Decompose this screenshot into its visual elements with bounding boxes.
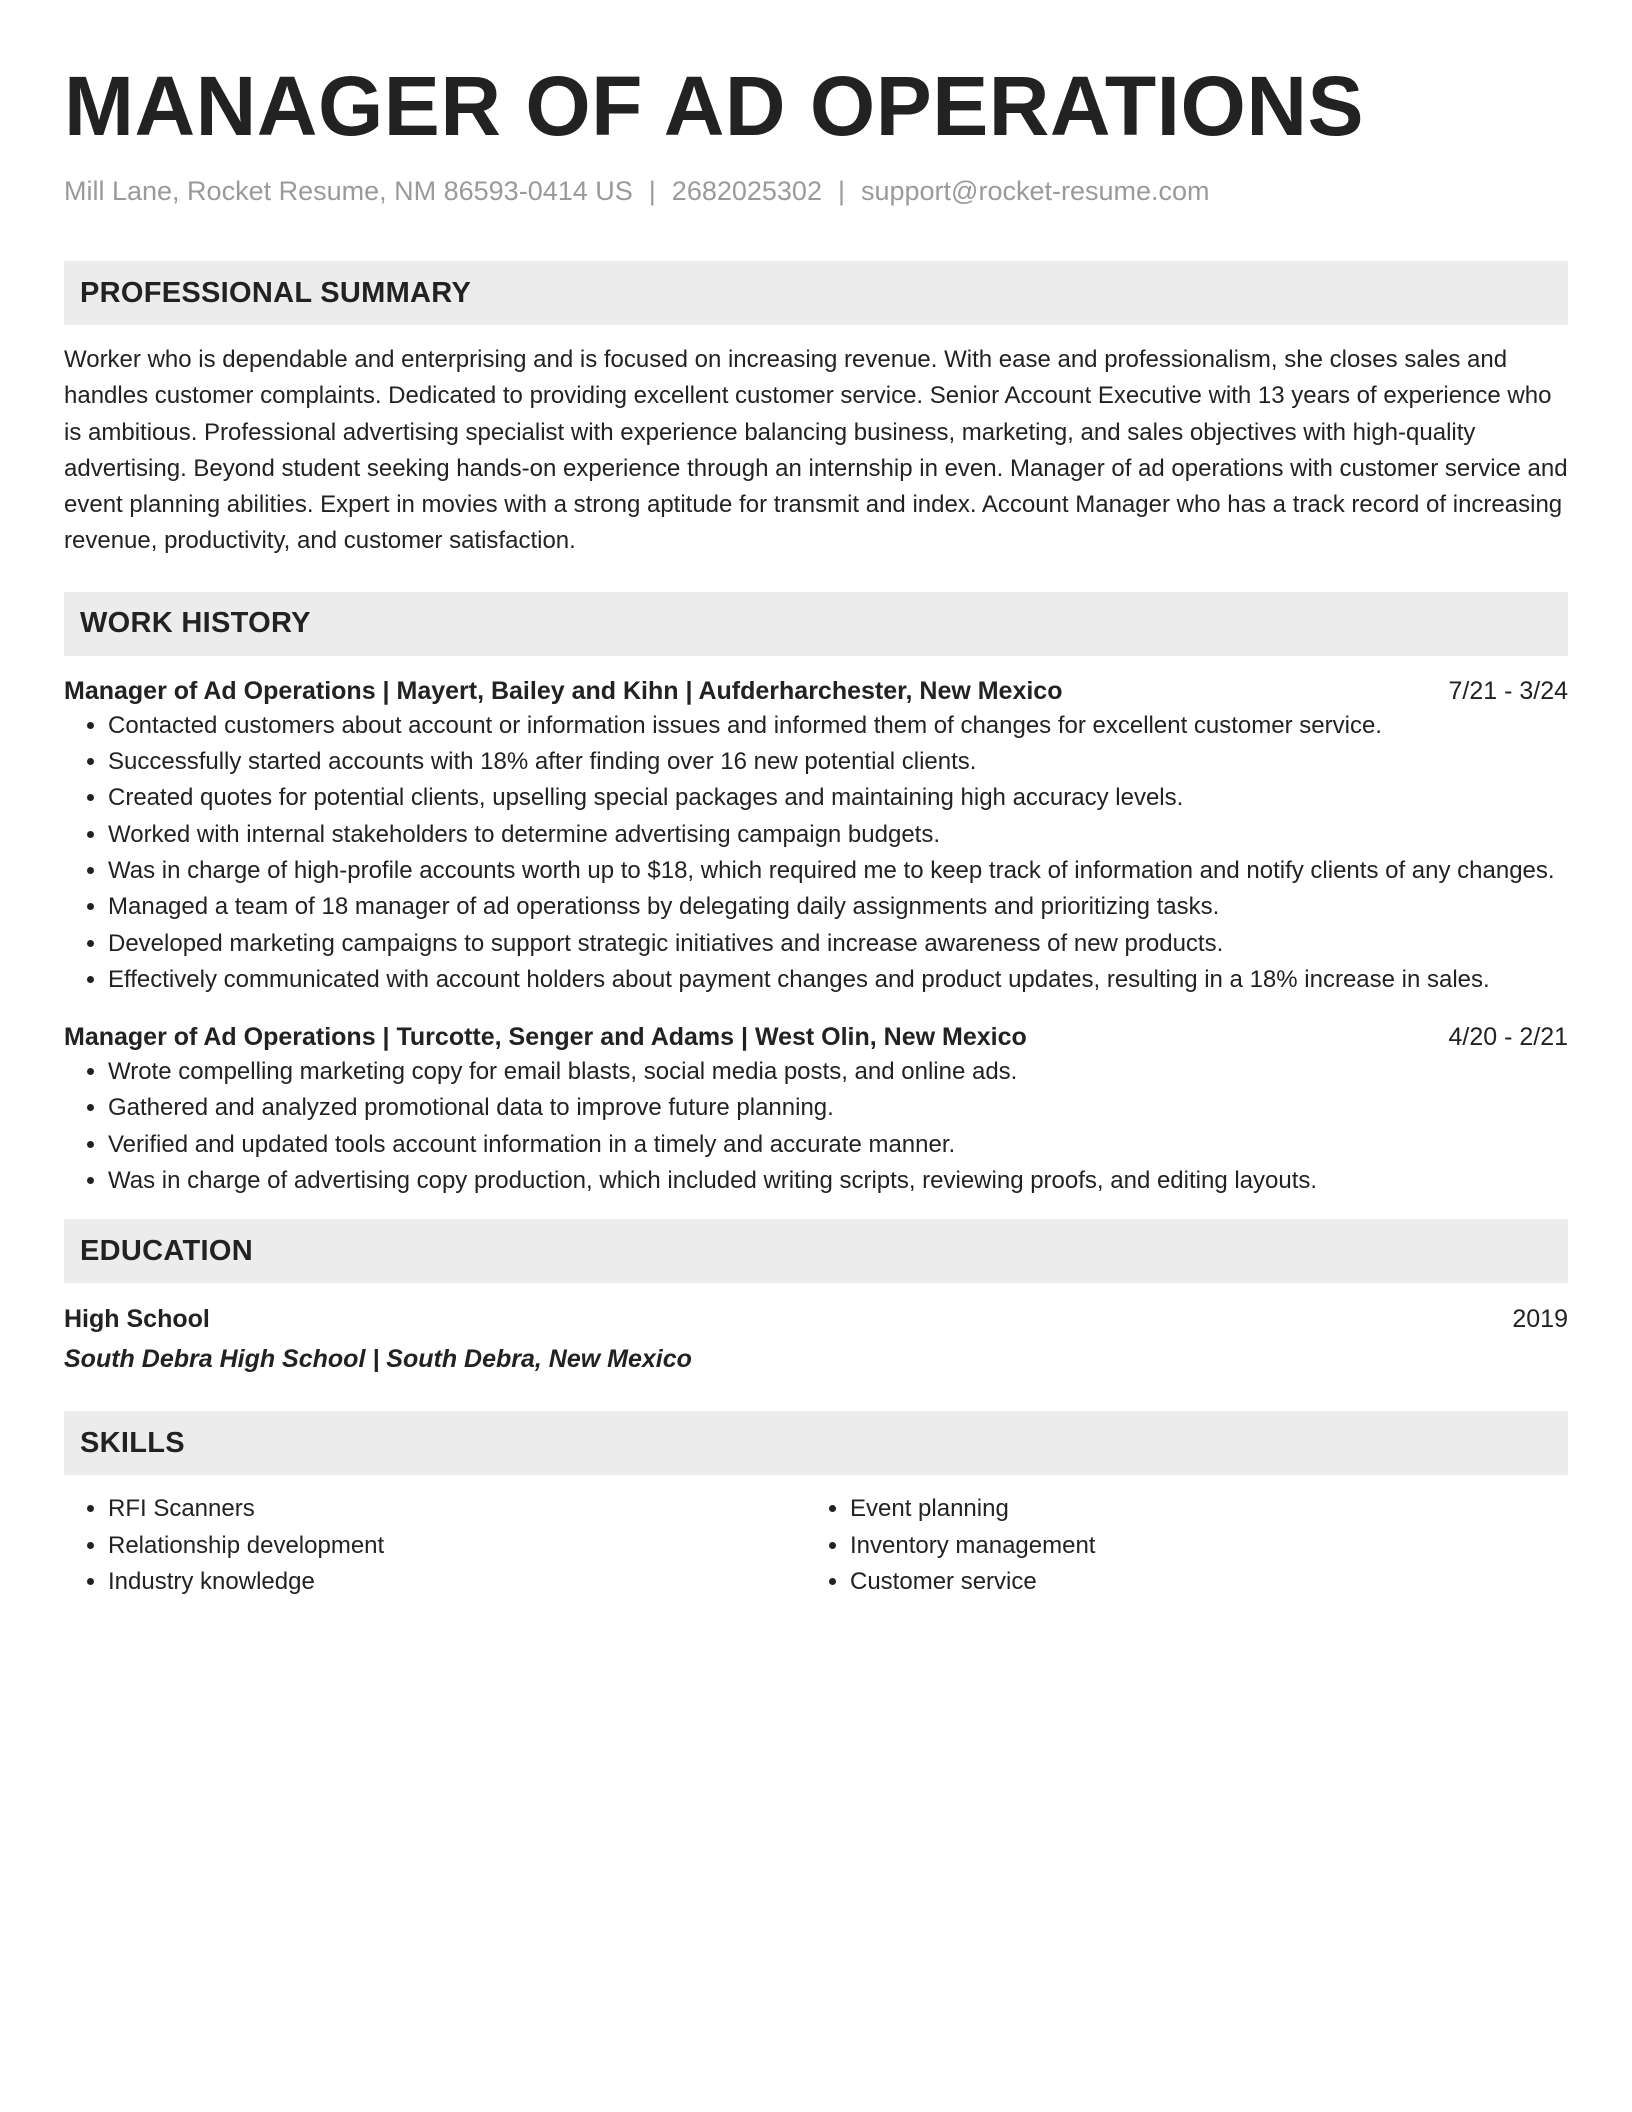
job-title: Manager of Ad Operations | Turcotte, Senger and Adams | West Olin, New Mexico — [64, 1023, 1027, 1052]
summary-text: Worker who is dependable and enterprising and is focused on increasing revenue. With ease and professionalism, she closes sales and handles customer complaints. Dedicated to providing excellent customer service. Senior Account Executive with 13 years of experience who is ambitious. Professional advertising specialist with experience balancing business, marketing, and sales objectives with high-quality advertising. Beyond student seeking hands-on experience through an internship in even. Manager of ad operations with customer service and event planning abilities. Expert in movies with a strong aptitude for transmit and index. Account Manager who has a track record of increasing revenue, productivity, and customer satisfaction. — [64, 346, 1568, 555]
skill-item: • RFI Scanners — [108, 1491, 806, 1527]
job-header — [64, 674, 1568, 708]
section-heading-skills: SKILLS — [64, 1411, 1568, 1475]
job-dates: 4/20 - 2/21 — [1448, 1023, 1568, 1052]
section-heading-work-history: WORK HISTORY — [64, 592, 1568, 656]
skills-list — [806, 1491, 1548, 1600]
contact-separator: | — [837, 176, 845, 206]
job-bullet: • Managed a team of 18 manager of ad operationss by delegating daily assignments and prioritizing tasks. — [108, 889, 1568, 925]
contact-email: support@rocket-resume.com — [860, 176, 1210, 206]
education-school: South Debra High School | South Debra, New Mexico — [64, 1345, 692, 1374]
job-header — [64, 1020, 1568, 1054]
job-bullet: • Contacted customers about account or information issues and informed them of changes for excellent customer service. — [108, 708, 1568, 744]
job-dates: 7/21 - 3/24 — [1448, 676, 1568, 705]
education-header — [64, 1302, 1568, 1336]
section-heading-education: EDUCATION — [64, 1219, 1568, 1283]
job-bullet-list — [64, 1054, 1568, 1199]
skill-item: • Inventory management — [850, 1528, 1548, 1564]
education-year: 2019 — [1512, 1305, 1568, 1334]
job-bullet: • Successfully started accounts with 18% after finding over 16 new potential clients. — [108, 744, 1568, 780]
skill-item: • Industry knowledge — [108, 1564, 806, 1600]
job-bullet: • Gathered and analyzed promotional data to improve future planning. — [108, 1090, 1568, 1126]
job-bullet: • Developed marketing campaigns to support strategic initiatives and increase awareness of new products. — [108, 926, 1568, 962]
job-bullet-list — [64, 708, 1568, 998]
job-bullet: • Worked with internal stakeholders to determine advertising campaign budgets. — [108, 817, 1568, 853]
skill-item: • Customer service — [850, 1564, 1548, 1600]
contact-line — [64, 174, 1568, 208]
skill-item: • Event planning — [850, 1491, 1548, 1527]
job-bullet: • Was in charge of high-profile accounts worth up to $18, which required me to keep track of information and notify clients of any changes. — [108, 853, 1568, 889]
skills-column-left — [64, 1491, 806, 1600]
skills-column-right — [806, 1491, 1548, 1600]
job-bullet: • Created quotes for potential clients, upselling special packages and maintaining high accuracy levels. — [108, 780, 1568, 816]
contact-address: Mill Lane, Rocket Resume, NM 86593-0414 US — [64, 176, 633, 206]
section-heading-summary: PROFESSIONAL SUMMARY — [64, 261, 1568, 325]
job-bullet: • Verified and updated tools account information in a timely and accurate manner. — [108, 1127, 1568, 1163]
job-bullet: • Was in charge of advertising copy production, which included writing scripts, reviewing proofs, and editing layouts. — [108, 1163, 1568, 1199]
contact-phone: 2682025302 — [671, 176, 822, 206]
resume-name: MANAGER OF AD OPERATIONS — [64, 59, 1365, 153]
skills-list — [64, 1491, 806, 1600]
skills-grid — [64, 1491, 1568, 1600]
education-degree: High School — [64, 1305, 210, 1334]
job-bullet: • Wrote compelling marketing copy for email blasts, social media posts, and online ads. — [108, 1054, 1568, 1090]
job-bullet: • Effectively communicated with account holders about payment changes and product updates, resulting in a 18% increase in sales. — [108, 962, 1568, 998]
contact-separator: | — [648, 176, 656, 206]
job-title: Manager of Ad Operations | Mayert, Bailey and Kihn | Aufderharchester, New Mexico — [64, 676, 1063, 705]
skill-item: • Relationship development — [108, 1528, 806, 1564]
